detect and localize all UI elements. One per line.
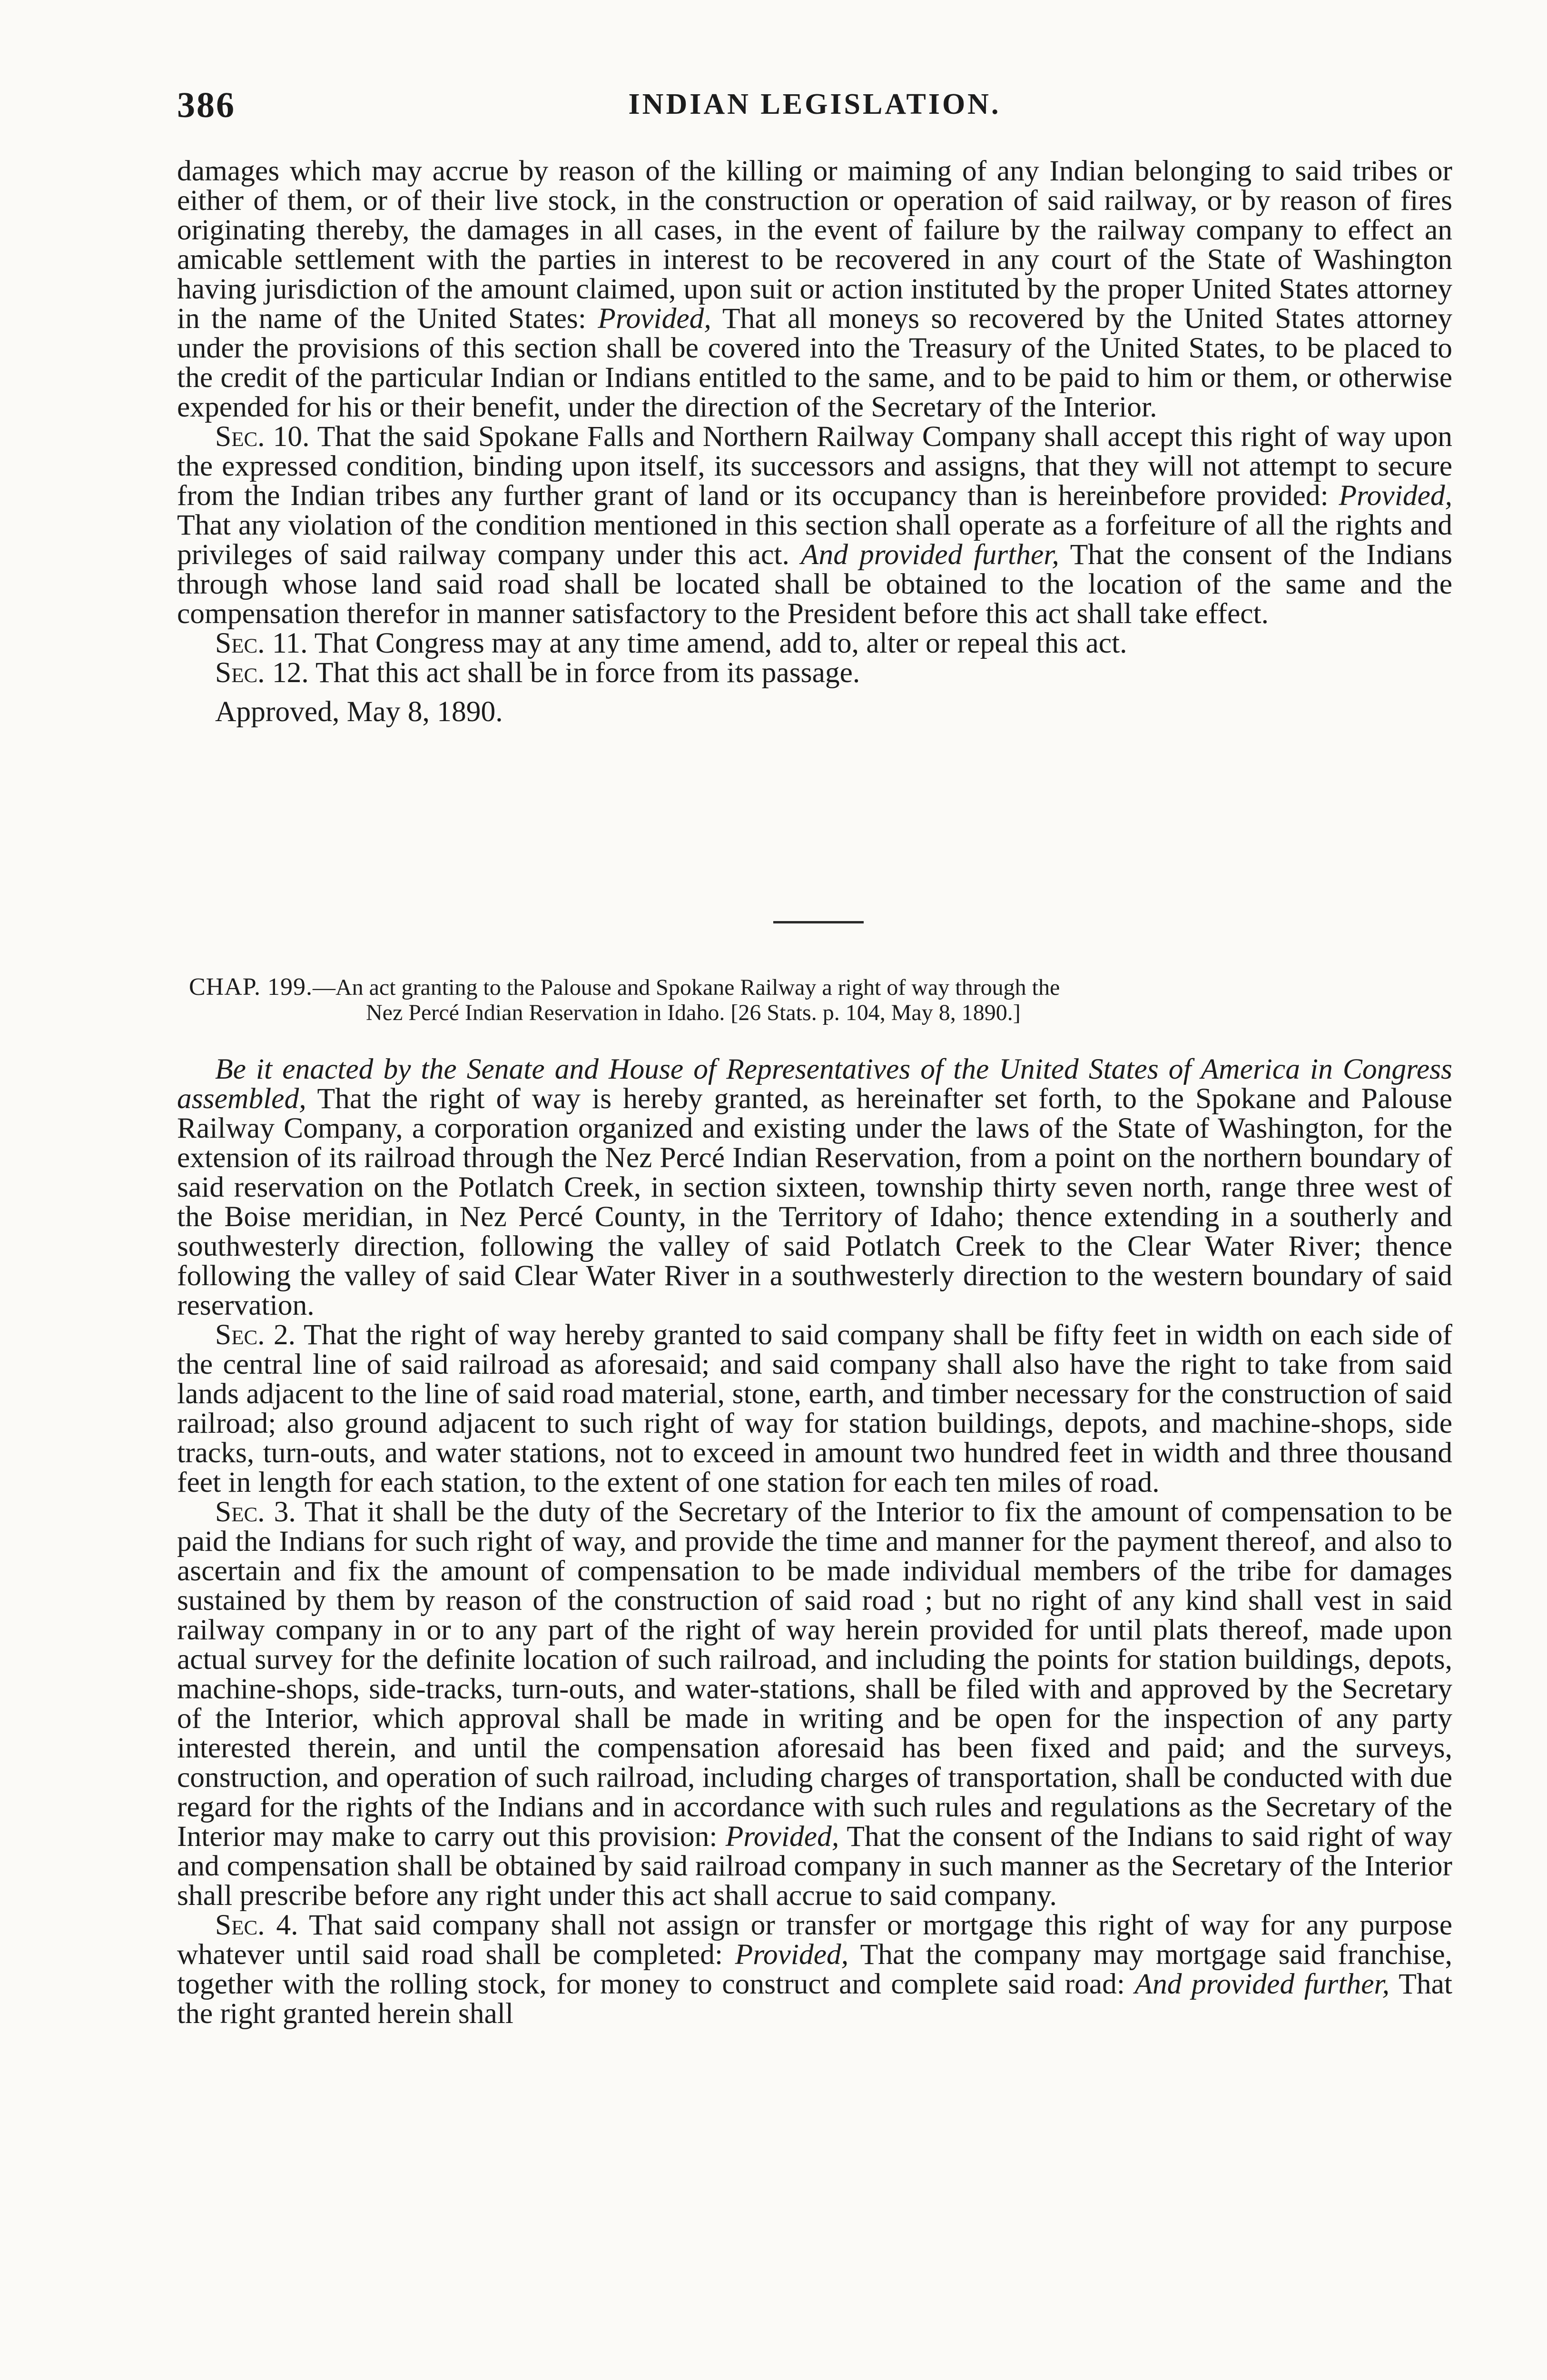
section-label: Sec. 4. — [215, 1909, 298, 1941]
section-11-paragraph: Sec. 11. That Congress may at any time amend, add to, alter or repeal this act. — [215, 627, 1127, 659]
section-label: Sec. 3. — [215, 1496, 296, 1528]
chapter-title-line-1: —An act granting to the Palouse and Spokane Railway a right of way through the — [312, 975, 1060, 1000]
section-3-paragraph: Sec. 3. That it shall be the duty of the Secretary of the Interior to fix the amount of compensation to be paid the Indians for such right of way, and provide the time and manner for the payment thereof, and also to ascertain and fix the amount of compensation to be made individual members of the tribe for damages sustained by them by reason of the construction of said road ; but no right of any kind shall vest in said railway company in or to any part of the right of way herein provided for until plats thereof, made upon actual survey for the definite location of such railroad, and including the points for station buildings, depots, machine-shops, side-tracks, turn-outs, and water-stations, shall be filed with and approved by the Secretary of the Interior, which approval shall be made in writing and be open for the inspection of any party interested therein, and until the compensation aforesaid has been fixed and paid; and the surveys, construction, and operation of such railroad, including charges of transportation, shall be conducted with due regard for the rights of the Indians and in accordance with such rules and regulations as the Secretary of the Interior may make to carry out this provision: Provided, That the consent of the Indians to said right of way and compensation shall be obtained by said railroad company in such manner as the Secretary of the Interior shall prescribe before any right under this act shall accrue to said company. — [177, 1496, 1452, 1912]
running-title: INDIAN LEGISLATION. — [628, 88, 1001, 120]
chapter-title-line-2: Nez Percé Indian Reservation in Idaho. [26 Stats. p. 104, May 8, 1890.] — [366, 1000, 1021, 1025]
chapter-heading — [189, 974, 1452, 1025]
top-section — [177, 156, 1452, 726]
section-label: Sec. 10. — [215, 420, 310, 453]
page-header — [177, 85, 1452, 130]
chapter-label: CHAP. 199. — [189, 973, 313, 1001]
section-4-paragraph: Sec. 4. That said company shall not assign or transfer or mortgage this right of way for any purpose whatever until said road shall be completed: Provided, That the company may mortgage said franchise, together with the rolling stock, for money to construct and complete said road: And provided further, That the right granted herein shall — [177, 1909, 1452, 2030]
section-divider — [773, 921, 864, 923]
section-2-paragraph: Sec. 2. That the right of way hereby granted to said company shall be fifty feet in width on each side of the central line of said railroad as aforesaid; and said company shall also have the right to take from said lands adjacent to the line of said road material, stone, earth, and timber necessary for the construction of said railroad; also ground adjacent to such right of way for station buildings, depots, and machine-shops, side tracks, turn-outs, and water stations, not to exceed in amount two hundred feet in width and three thousand feet in length for each station, to the extent of one station for each ten miles of road. — [177, 1319, 1452, 1498]
section-12-paragraph: Sec. 12. That this act shall be in force from its passage. — [215, 656, 860, 689]
section-1-paragraph: Be it enacted by the Senate and House of Representatives of the United States of America in Congress assembled, That the right of way is hereby granted, as hereinafter set forth, to the Spokane and Palouse Railway Company, a corporation organized and existing under the laws of the State of Washington, for the extension of its railroad through the Nez Percé Indian Reservation, from a point on the northern boundary of said reservation on the Potlatch Creek, in section sixteen, township thirty seven north, range three west of the Boise meridian, in Nez Percé County, in the Territory of Idaho; thence extending in a southerly and southwesterly direction, following the valley of said Potlatch Creek to the Clear Water River; thence following the valley of said Clear Water River in a southwesterly direction to the western boundary of said reservation. — [177, 1053, 1452, 1321]
enacting-clause: Be it enacted by the Senate and House of Representatives of the United States of America in Congress assembled, — [177, 1053, 1452, 1115]
section-label: Sec. 12. — [215, 656, 309, 689]
chapter-body — [177, 1054, 1452, 2028]
section-label: Sec. 11. — [215, 627, 308, 659]
section-label: Sec. 2. — [215, 1319, 296, 1351]
section-10-paragraph: Sec. 10. That the said Spokane Falls and Northern Railway Company shall accept this right of way upon the expressed condition, binding upon itself, its successors and assigns, that they will not attempt to secure from the Indian tribes any further grant of land or its occupancy than is hereinbefore provided: Provided, That any violation of the condition mentioned in this section shall operate as a forfeiture of all the rights and privileges of said railway company under this act. And provided further, That the consent of the Indians through whose land said road shall be located shall be obtained to the location of the same and the compensation therefor in manner satisfactory to the President before this act shall take effect. — [177, 420, 1453, 630]
approved-date: Approved, May 8, 1890. — [215, 695, 503, 728]
page-number: 386 — [177, 85, 236, 125]
continuation-paragraph: damages which may accrue by reason of the killing or maiming of any Indian belonging to said tribes or either of them, or of their live stock, in the construction or operation of said railway, or by reason of fires originating thereby, the damages in all cases, in the event of failure by the railway company to effect an amicable settlement with the parties in interest to be recovered in any court of the State of Washington having jurisdiction of the amount claimed, upon suit or action instituted by the proper United States attorney in the name of the United States: Provided, That all moneys so recovered by the United States attorney under the provisions of this section shall be covered into the Treasury of the United States, to be placed to the credit of the particular Indian or Indians entitled to the same, and to be paid to him or them, or otherwise expended for his or their benefit, under the direction of the Secretary of the Interior. — [177, 155, 1453, 423]
